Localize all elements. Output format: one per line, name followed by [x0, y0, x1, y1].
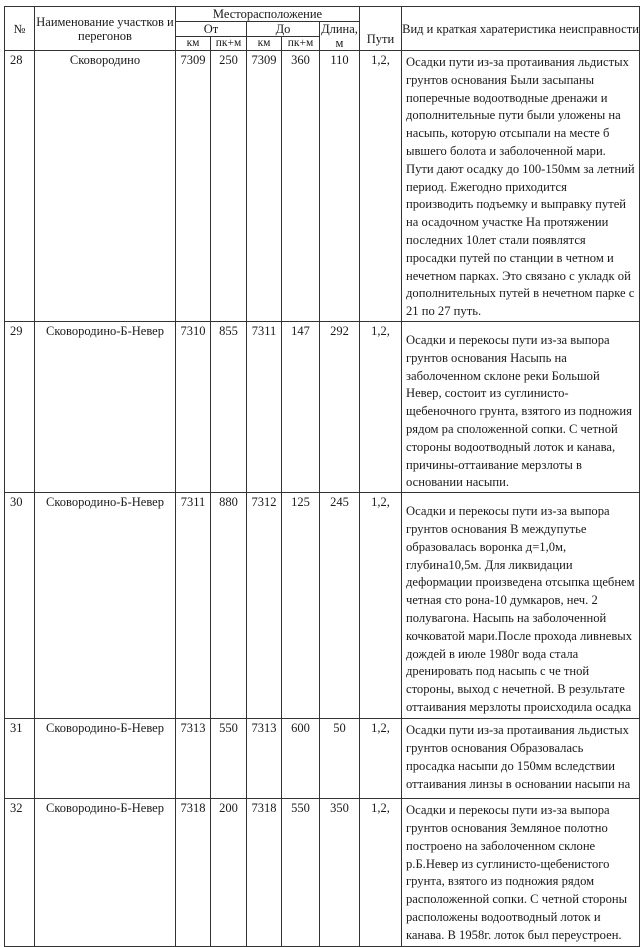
header-to-km: км — [247, 37, 282, 51]
table-row — [5, 719, 640, 799]
row-tracks: 1,2, — [360, 719, 402, 799]
row-length: 110 — [320, 51, 360, 322]
header-to-pk: пк+м — [282, 37, 320, 51]
row-description — [402, 493, 640, 719]
row-from-km: 7311 — [176, 493, 211, 719]
row-num: 31 — [5, 719, 35, 799]
row-to-pk: 360 — [282, 51, 320, 322]
row-to-pk: 125 — [282, 493, 320, 719]
row-from-pk: 550 — [211, 719, 247, 799]
row-name: Сковородино-Б-Невер — [35, 321, 176, 492]
row-num: 29 — [5, 321, 35, 492]
table-row — [5, 51, 640, 322]
row-description: Осадки и перекосы пути из-за выпора грунтов основания Насыпь на заболоченном склоне реки Большой Невер, состоит из суглинисто-щебеночного грунта, взятого из подножия рядом ра сположенной сопки. С четной стороны водоотводный лоток и канава, причины-оттаивание мерзлоты в основании насыпи. — [402, 321, 640, 492]
row-description — [402, 719, 640, 799]
row-to-pk: 600 — [282, 719, 320, 799]
row-from-km: 7309 — [176, 51, 211, 322]
row-tracks: 1,2, — [360, 493, 402, 719]
row-to-km: 7313 — [247, 719, 282, 799]
row-length: 50 — [320, 719, 360, 799]
row-tracks: 1,2, — [360, 321, 402, 492]
row-to-km: 7312 — [247, 493, 282, 719]
row-to-km: 7309 — [247, 51, 282, 322]
row-length: 245 — [320, 493, 360, 719]
row-length: 350 — [320, 799, 360, 947]
row-name: Сковородино — [35, 51, 176, 322]
table-row — [5, 493, 640, 719]
row-from-pk: 250 — [211, 51, 247, 322]
row-from-pk: 200 — [211, 799, 247, 947]
row-tracks: 1,2, — [360, 799, 402, 947]
row-length: 292 — [320, 321, 360, 492]
row-num: 32 — [5, 799, 35, 947]
row-description: Осадки и перекосы пути из-за выпора грунтов основания Земляное полотно построено на заболоченном склоне р.Б.Невер из суглинисто-щебенистого грунта, взятого из подножия рядом расположенной сопки. С четной стороны расположены водоотводный лоток и канава. В 1958г. лоток был переустроен. — [402, 799, 640, 947]
row-from-km: 7318 — [176, 799, 211, 947]
row-description-text: Осадки и перекосы пути из-за выпора грунтов основания В междупутье образовалась воронка д=1,0м, глубина10,5м. Для ликвидации деформации произведена отсыпка щебнем четная сто рона-10 думкаров, неч. 2 полувагона. Насыпь на заболоченной кочковатой мари.После прохода ливневых дождей в июле 1980г вода стала дренировать под насыпь с че тной стороны, выход с нечетной. В результате оттаивания мерзлоты происходила осадка — [406, 504, 635, 714]
table-row — [5, 799, 640, 947]
row-to-km: 7318 — [247, 799, 282, 947]
header-to: До — [247, 22, 320, 37]
defects-table — [4, 6, 640, 947]
table-row — [5, 321, 640, 492]
row-name: Сковородино-Б-Невер — [35, 799, 176, 947]
header-from-pk: пк+м — [211, 37, 247, 51]
row-to-km: 7311 — [247, 321, 282, 492]
header-from-km: км — [176, 37, 211, 51]
row-description-text: Осадки пути из-за протаивания льдистых грунтов основания Образовалась просадка насыпи до 150мм вследствии оттаивания линзы в основании насыпи на — [406, 723, 631, 791]
header-description: Вид и краткая харатеристика неисправности — [402, 7, 640, 51]
header-name: Наименование участков и перегонов — [35, 7, 176, 51]
row-num: 30 — [5, 493, 35, 719]
row-tracks: 1,2, — [360, 51, 402, 322]
row-name: Сковородино-Б-Невер — [35, 719, 176, 799]
header-num: № — [5, 7, 35, 51]
row-to-pk: 550 — [282, 799, 320, 947]
row-description: Осадки пути из-за протаивания льдистых грунтов основания Были засыпаны поперечные водоотводные дренажи и дополнительные пути были уложены на насыпь, которую отсыпали на месте б ывшего болота и заболоченной мари. Пути дают осадку до 100-150мм за летний период. Ежегодно приходится производить подъемку и выправку путей на осадочном участке На протяжении последних 10лет стали появлятся просадки путей по станции в четном и нечетном парках. Это связано с укладк ой дополнительных путей в нечетном парке с 21 по 27 путь. — [402, 51, 640, 322]
row-name: Сковородино-Б-Невер — [35, 493, 176, 719]
header-tracks: Пути — [360, 7, 402, 51]
row-to-pk: 147 — [282, 321, 320, 492]
header-length: Длина, м — [321, 22, 358, 50]
row-from-pk: 855 — [211, 321, 247, 492]
row-from-pk: 880 — [211, 493, 247, 719]
row-from-km: 7310 — [176, 321, 211, 492]
header-from: От — [176, 22, 247, 37]
row-num: 28 — [5, 51, 35, 322]
header-location: Месторасположение — [176, 7, 360, 22]
row-from-km: 7313 — [176, 719, 211, 799]
